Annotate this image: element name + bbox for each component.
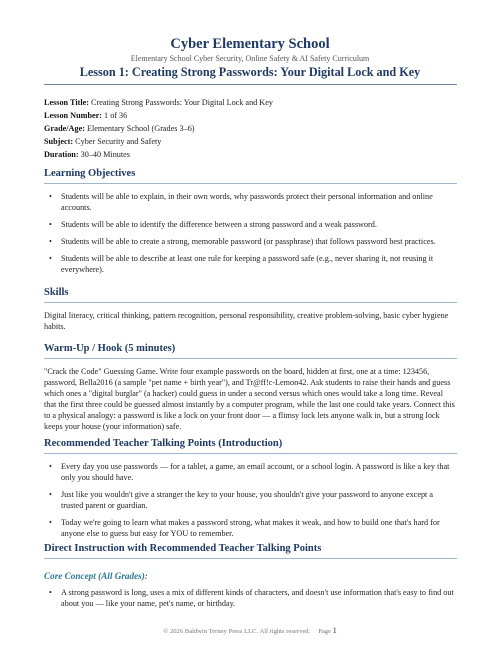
meta-subject: Subject: Cyber Security and Safety bbox=[44, 137, 162, 146]
school-name: Cyber Elementary School bbox=[170, 36, 330, 52]
list-item: • Students will be able to identify the difference between a strong password and a weak password. bbox=[44, 219, 457, 230]
objectives-list bbox=[44, 191, 457, 281]
core-concept-subheading: Core Concept (All Grades): bbox=[44, 571, 148, 581]
lesson-heading: Lesson 1: Creating Strong Passwords: Your Digital Lock and Key bbox=[79, 65, 421, 79]
warmup-heading: Warm-Up / Hook (5 minutes) bbox=[44, 343, 176, 354]
talking-points-list bbox=[44, 461, 457, 545]
copyright-text: © 2026 Baldwin Terney Press LLC. All rights reserved. bbox=[163, 628, 311, 635]
list-item: • A strong password is long, uses a mix of different kinds of characters, and doesn't use information that's easy to find out about you — like your name, pet's name, or birthday. bbox=[44, 587, 457, 609]
objectives-heading: Learning Objectives bbox=[44, 168, 136, 179]
list-item: • Students will be able to create a strong, memorable password (or passphrase) that follows password best practices. bbox=[44, 236, 457, 247]
list-item: • Just like you wouldn't give a stranger the key to your house, you shouldn't give your password to anyone except a trusted parent or guardian. bbox=[44, 489, 457, 511]
skills-text: Digital literacy, critical thinking, pattern recognition, personal responsibility, creative problem-solving, basic cyber hygiene habits. bbox=[44, 311, 449, 331]
warmup-divider bbox=[44, 358, 457, 359]
skills-divider bbox=[44, 302, 457, 303]
page-label: Page bbox=[318, 628, 332, 635]
page-number: 1 bbox=[332, 626, 337, 635]
objectives-divider bbox=[44, 183, 457, 184]
curriculum-subtitle: Elementary School Cyber Security, Online Safety & AI Safety Curriculum bbox=[130, 54, 370, 63]
list-item: • Every day you use passwords — for a tablet, a game, an email account, or a school login. A password is like a key that only you should have. bbox=[44, 461, 457, 483]
direct-instruction-divider bbox=[44, 558, 457, 559]
header-divider bbox=[44, 84, 457, 85]
meta-lesson-title: Lesson Title: Creating Strong Passwords: Your Digital Lock and Key bbox=[44, 98, 273, 107]
list-item: • Today we're going to learn what makes a password strong, what makes it weak, and how to build one that's hard for anyone else to guess but easy for YOU to remember. bbox=[44, 517, 457, 539]
meta-grade-age: Grade/Age: Elementary School (Grades 3–6) bbox=[44, 124, 195, 133]
lesson-meta bbox=[44, 96, 273, 161]
direct-instruction-heading: Direct Instruction with Recommended Teacher Talking Points bbox=[44, 543, 322, 554]
warmup-text: "Crack the Code" Guessing Game. Write four example passwords on the board, hidden at first, one at a time: 123456, password, Bella2016 (a sample "pet name + birth year"), and Tr@ff!c-Lemon42. Ask students to raise their hands and guess which ones a "digital burglar" (a hacker) could guess in under a second versus which ones would take a long time. Reveal that the first three could be guessed almost instantly by a computer program, while the last one could take years. Connect this to a physical analogy: a password is like a lock on your front door — a flimsy lock lets anyone walk in, but a strong lock keeps your house (your information) safe. bbox=[44, 367, 455, 431]
skills-heading: Skills bbox=[44, 287, 69, 298]
page-footer bbox=[0, 626, 500, 635]
list-item: • Students will be able to describe at least one rule for keeping a password safe (e.g., never sharing it, not reusing it everywhere). bbox=[44, 253, 457, 275]
meta-duration: Duration: 30–40 Minutes bbox=[44, 150, 130, 159]
talking-points-heading: Recommended Teacher Talking Points (Introduction) bbox=[44, 438, 283, 449]
talking-points-divider bbox=[44, 453, 457, 454]
meta-lesson-number: Lesson Number: 1 of 36 bbox=[44, 111, 128, 120]
core-concept-list bbox=[44, 587, 457, 615]
list-item: • Students will be able to explain, in their own words, why passwords protect their personal information and online accounts. bbox=[44, 191, 457, 213]
